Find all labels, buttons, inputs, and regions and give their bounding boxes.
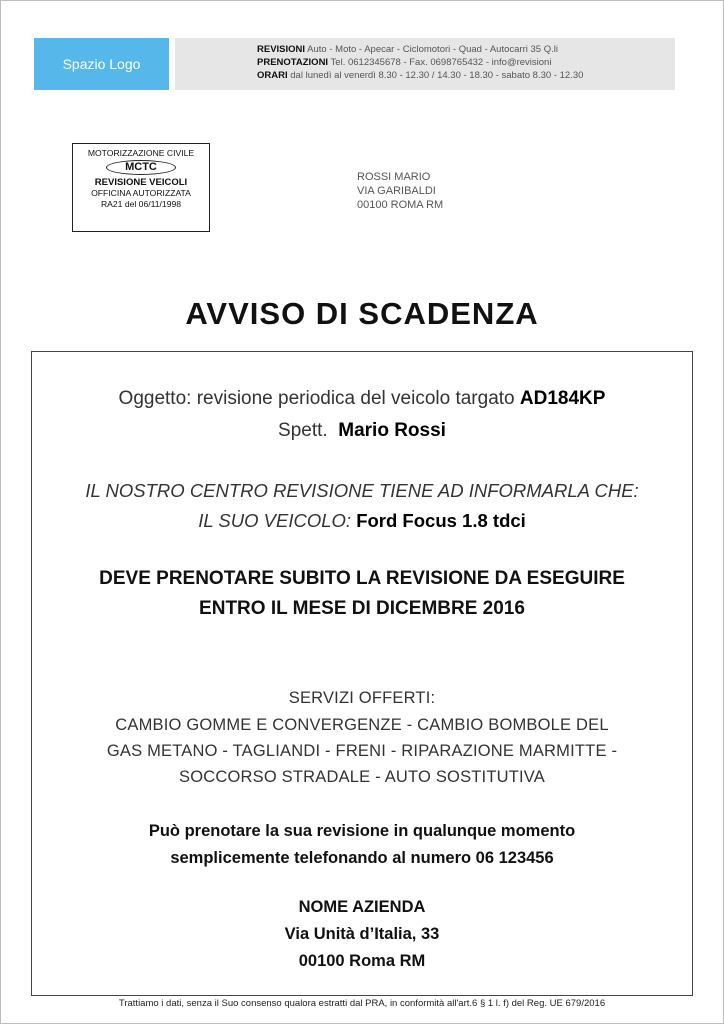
services-line3: SOCCORSO STRADALE - AUTO SOSTITUTIVA xyxy=(179,768,545,786)
company-name: NOME AZIENDA xyxy=(298,898,426,916)
privacy-footer: Trattiamo i dati, senza il Suo consenso qualora estratti dal PRA, in conformità all'art.6 § 1 l. f) del Reg. UE 679/2016 xyxy=(118,998,606,1009)
orari-label: ORARI xyxy=(257,70,288,81)
services-line1: CAMBIO GOMME E CONVERGENZE - CAMBIO BOMBOLE DEL xyxy=(115,716,609,734)
recipient-city: 00100 ROMA RM xyxy=(357,199,444,211)
header-info xyxy=(175,38,675,90)
header-orari-row xyxy=(257,69,675,82)
header-revisioni-row xyxy=(257,43,675,56)
recipient-street: VIA GARIBALDI xyxy=(357,185,436,197)
stamp-oval: MCTC xyxy=(106,160,176,175)
oggetto-line xyxy=(32,388,692,410)
notice-box xyxy=(31,351,693,996)
recipient-address xyxy=(357,170,443,212)
vehicle-line xyxy=(32,510,692,532)
services-line2: GAS METANO - TAGLIANDI - FRENI - RIPARAZIONE MARMITTE - xyxy=(106,742,618,760)
document-title: AVVISO DI SCADENZA xyxy=(185,296,539,331)
deadline-line2: ENTRO IL MESE DI DICEMBRE 2016 xyxy=(199,598,525,619)
deadline-line1: DEVE PRENOTARE SUBITO LA REVISIONE DA ESEGUIRE xyxy=(99,568,625,589)
mctc-stamp xyxy=(72,143,210,232)
revisioni-text: Auto - Moto - Apecar - Ciclomotori - Quad - Autocarri 35 Q.li xyxy=(307,44,558,55)
logo-placeholder xyxy=(34,38,169,90)
prenotazioni-label: PRENOTAZIONI xyxy=(257,57,329,68)
stamp-line3: OFFICINA AUTORIZZATA xyxy=(91,188,191,198)
customer-name: Mario Rossi xyxy=(338,420,446,441)
logo-label: Spazio Logo xyxy=(62,56,141,72)
stamp-line1: MOTORIZZAZIONE CIVILE xyxy=(87,148,195,158)
oggetto-prefix: Oggetto: revisione periodica del veicolo targato xyxy=(118,388,515,409)
services-title: SERVIZI OFFERTI: xyxy=(288,689,436,707)
company-city: 00100 Roma RM xyxy=(298,952,426,970)
booking-line1: Può prenotare la sua revisione in qualunque momento xyxy=(148,822,576,840)
vehicle-model: Ford Focus 1.8 tdci xyxy=(356,510,526,531)
stamp-line4: RA21 del 06/11/1998 xyxy=(100,199,182,209)
orari-text: dal lunedì al venerdì 8.30 - 12.30 / 14.30 - 18.30 - sabato 8.30 - 12.30 xyxy=(290,70,584,81)
header-prenotazioni-row xyxy=(257,56,675,69)
plate-number: AD184KP xyxy=(519,388,606,409)
stamp-line2: REVISIONE VEICOLI xyxy=(94,177,188,188)
prenotazioni-text: Tel. 0612345678 - Fax. 0698765432 - info@revisioni xyxy=(330,57,552,68)
spett-prefix: Spett. xyxy=(278,420,328,441)
info-line1: IL NOSTRO CENTRO REVISIONE TIENE AD INFORMARLA CHE: xyxy=(85,480,639,501)
company-street: Via Unità d’Italia, 33 xyxy=(284,925,440,943)
spett-line xyxy=(32,420,692,442)
vehicle-prefix: IL SUO VEICOLO: xyxy=(198,510,352,531)
recipient-name: ROSSI MARIO xyxy=(357,171,431,183)
booking-line2: semplicemente telefonando al numero 06 123456 xyxy=(170,849,554,867)
revisioni-label: REVISIONI xyxy=(257,44,306,55)
